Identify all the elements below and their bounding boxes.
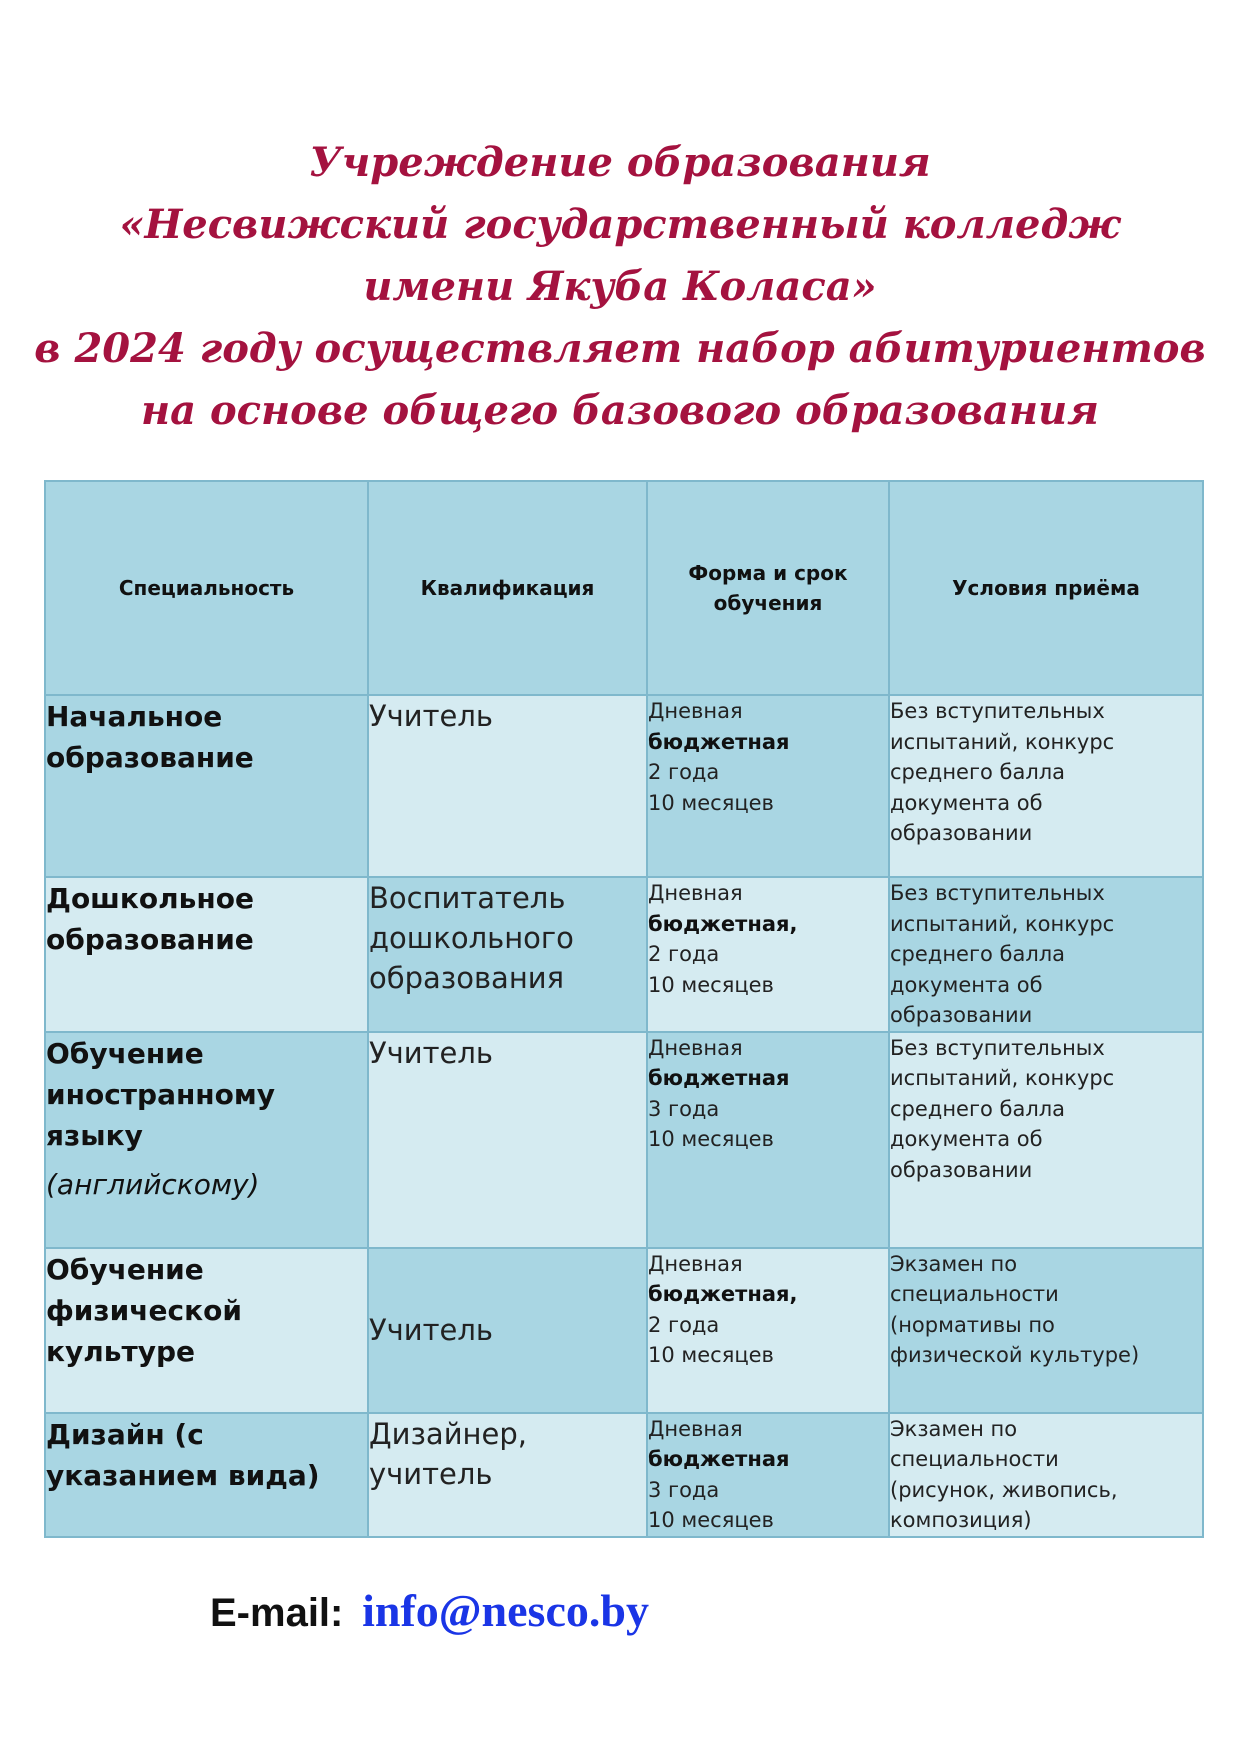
conditions-cell — [889, 1032, 1203, 1248]
form-funding: бюджетная — [648, 1066, 790, 1090]
specialty-cell — [45, 695, 368, 877]
table-row — [45, 695, 1203, 877]
form-type: Дневная — [648, 1251, 743, 1276]
conditions-cell — [889, 695, 1203, 877]
conditions-line: документа об — [890, 1127, 1043, 1151]
email-link[interactable]: info@nesco.by — [362, 1585, 649, 1636]
specialty-name: Обучение физической культуре — [46, 1252, 242, 1368]
header-conditions: Условия приёма — [889, 481, 1203, 695]
qualification-cell: Учитель — [368, 1032, 647, 1248]
conditions-line: образовании — [890, 821, 1033, 845]
title-line-5: на основе общего базового образования — [140, 387, 1099, 434]
conditions-cell — [889, 877, 1203, 1032]
contact-email — [210, 1584, 649, 1637]
title-line-1: Учреждение образования — [309, 139, 931, 186]
conditions-cell — [889, 1248, 1203, 1413]
qualification-cell: Дизайнер, учитель — [368, 1413, 647, 1537]
table-row — [45, 1248, 1203, 1413]
conditions-line: Без вступительных — [890, 881, 1105, 905]
form-cell — [647, 1248, 889, 1413]
title-line-3: имени Якуба Коласа» — [363, 263, 877, 310]
qualification-cell: Учитель — [368, 1248, 647, 1413]
conditions-line: образовании — [890, 1157, 1033, 1182]
conditions-line: испытаний, конкурс — [890, 729, 1115, 754]
specialty-name: Начальное образование — [46, 700, 254, 774]
conditions-cell — [889, 1413, 1203, 1537]
form-funding: бюджетная — [648, 1447, 790, 1471]
page-title — [0, 132, 1240, 442]
header-qualification: Квалификация — [368, 481, 647, 695]
conditions-line: композиция) — [890, 1508, 1032, 1532]
conditions-line: Экзамен по — [890, 1416, 1018, 1441]
specialty-name: Дошкольное образование — [46, 882, 254, 956]
form-type: Дневная — [648, 1416, 743, 1441]
title-line-2: «Несвижский государственный колледж — [119, 201, 1121, 248]
conditions-line: среднего балла — [890, 760, 1066, 784]
conditions-line: (нормативы по — [890, 1312, 1055, 1337]
form-type: Дневная — [648, 1035, 743, 1060]
form-months: 10 месяцев — [648, 790, 774, 815]
table-row — [45, 1032, 1203, 1248]
conditions-line: специальности — [890, 1447, 1059, 1471]
conditions-line: испытаний, конкурс — [890, 911, 1115, 936]
email-label: E-mail: — [210, 1591, 344, 1635]
form-months: 10 месяцев — [648, 1127, 774, 1151]
conditions-line: физической культуре) — [890, 1343, 1140, 1367]
form-funding: бюджетная, — [648, 911, 798, 936]
form-cell — [647, 695, 889, 877]
form-cell — [647, 1413, 889, 1537]
conditions-line: испытаний, конкурс — [890, 1066, 1115, 1090]
conditions-line: документа об — [890, 972, 1043, 997]
form-months: 10 месяцев — [648, 1343, 774, 1367]
header-form — [647, 481, 889, 695]
specialty-name: Дизайн (с указанием вида) — [46, 1417, 320, 1492]
table-header-row — [45, 481, 1203, 695]
form-years: 2 года — [648, 760, 720, 784]
specialty-note: (английскому) — [46, 1167, 260, 1201]
table-row — [45, 1413, 1203, 1537]
form-cell — [647, 877, 889, 1032]
specialty-cell — [45, 1248, 368, 1413]
header-form-line-2: обучения — [713, 591, 823, 615]
specialty-cell — [45, 1032, 368, 1248]
form-cell — [647, 1032, 889, 1248]
form-type: Дневная — [648, 699, 743, 723]
qualification-cell: Учитель — [368, 695, 647, 877]
conditions-line: Экзамен по — [890, 1251, 1018, 1276]
conditions-line: Без вступительных — [890, 1035, 1105, 1060]
form-years: 3 года — [648, 1096, 720, 1121]
conditions-line: специальности — [890, 1282, 1059, 1306]
form-funding: бюджетная, — [648, 1282, 798, 1306]
conditions-line: (рисунок, живопись, — [890, 1477, 1118, 1502]
qualification-cell: Воспитатель дошкольного образования — [368, 877, 647, 1032]
form-years: 3 года — [648, 1477, 720, 1502]
specialty-name: Обучение иностранному языку — [46, 1036, 276, 1152]
conditions-line: образовании — [890, 1003, 1033, 1027]
form-years: 2 года — [648, 1312, 720, 1337]
conditions-line: среднего балла — [890, 942, 1066, 966]
conditions-line: среднего балла — [890, 1096, 1066, 1121]
table-row — [45, 877, 1203, 1032]
admission-table — [44, 480, 1204, 1538]
header-form-line-1: Форма и срок — [688, 561, 848, 585]
form-funding: бюджетная — [648, 729, 790, 754]
form-months: 10 месяцев — [648, 972, 774, 997]
header-specialty: Специальность — [45, 481, 368, 695]
conditions-line: Без вступительных — [890, 699, 1105, 723]
form-years: 2 года — [648, 942, 720, 966]
conditions-line: документа об — [890, 790, 1043, 815]
specialty-cell — [45, 877, 368, 1032]
form-months: 10 месяцев — [648, 1508, 774, 1532]
form-type: Дневная — [648, 881, 743, 905]
title-line-4: в 2024 году осуществляет набор абитуриентов — [34, 325, 1206, 372]
specialty-cell — [45, 1413, 368, 1537]
